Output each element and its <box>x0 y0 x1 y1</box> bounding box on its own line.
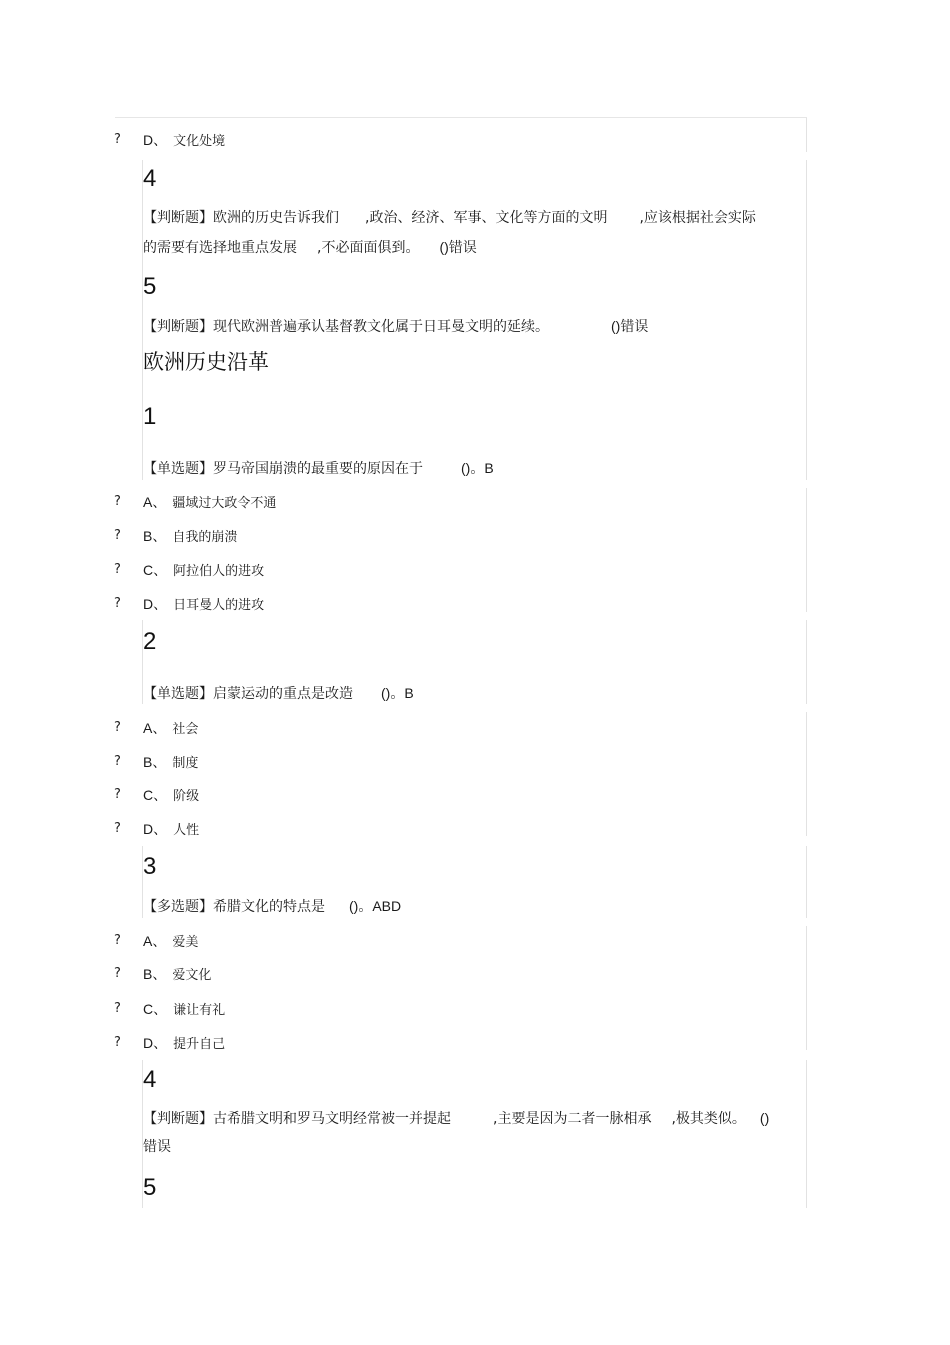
option-text: 疆域过大政令不通 <box>172 496 277 511</box>
list-bullet: ? <box>114 787 121 802</box>
list-bullet: ? <box>114 821 121 836</box>
box-edge <box>806 488 807 612</box>
stem-part: 【判断题】古希腊文明和罗马文明经常被一并提起 <box>143 1111 451 1127</box>
option-text: 人性 <box>173 823 200 838</box>
option-a <box>143 720 198 738</box>
answer: ()。B <box>381 685 414 701</box>
option-text: 提升自己 <box>173 1037 226 1052</box>
stem-part: ,应该根据社会实际 <box>639 210 756 226</box>
option-letter: B、 <box>143 754 167 770</box>
box-edge <box>806 620 807 704</box>
answer: ()错误 <box>611 318 649 334</box>
option-b <box>143 528 237 546</box>
question-number: 3 <box>143 853 157 880</box>
question-stem-cont <box>143 237 477 258</box>
option-b <box>143 754 198 772</box>
option-text: 文化处境 <box>173 134 226 149</box>
stem-part: 【多选题】希腊文化的特点是 <box>143 899 325 915</box>
list-bullet: ? <box>114 754 121 769</box>
stem-part: 【单选题】罗马帝国崩溃的最重要的原因在于 <box>143 461 423 477</box>
option-letter: D、 <box>143 821 168 837</box>
list-bullet: ? <box>114 528 121 543</box>
question-number: 2 <box>143 628 157 655</box>
answer: ()。B <box>461 460 494 476</box>
option-letter: B、 <box>143 966 167 982</box>
option-a <box>143 933 198 951</box>
question-number: 5 <box>143 1174 157 1201</box>
box-edge <box>806 160 807 480</box>
answer: ()。ABD <box>349 898 402 914</box>
option-letter: C、 <box>143 1001 168 1017</box>
option-text: 日耳曼人的进攻 <box>173 598 265 613</box>
stem-part: ,主要是因为二者一脉相承 <box>493 1111 652 1127</box>
question-number: 4 <box>143 1066 157 1093</box>
question-stem <box>143 208 756 228</box>
question-stem <box>143 683 414 704</box>
option-text: 爱文化 <box>172 968 212 983</box>
answer: 错误 <box>143 1139 171 1155</box>
option-b <box>143 966 211 984</box>
stem-part: 【单选题】启蒙运动的重点是改造 <box>143 686 353 702</box>
option-text: 爱美 <box>172 935 199 950</box>
option-letter: B、 <box>143 528 167 544</box>
stem-part: ,不必面面俱到。 <box>317 240 420 256</box>
list-bullet: ? <box>114 596 121 611</box>
question-stem <box>143 1108 769 1129</box>
question-number: 1 <box>143 403 157 430</box>
question-number: 5 <box>143 273 157 300</box>
box-edge <box>806 846 807 918</box>
option-d <box>143 132 225 150</box>
option-text: 制度 <box>172 756 199 771</box>
option-text: 阿拉伯人的进攻 <box>173 564 265 579</box>
stem-part: 【判断题】欧洲的历史告诉我们 <box>143 210 339 226</box>
stem-part: ,极其类似。 <box>671 1111 746 1127</box>
section-title: 欧洲历史沿革 <box>143 350 269 374</box>
option-c <box>143 1001 225 1019</box>
option-letter: A、 <box>143 720 167 736</box>
option-letter: A、 <box>143 494 167 510</box>
option-letter: D、 <box>143 132 168 148</box>
stem-part: 的需要有选择地重点发展 <box>143 240 297 256</box>
option-letter: C、 <box>143 562 168 578</box>
question-stem <box>143 458 494 479</box>
option-text: 社会 <box>172 722 199 737</box>
list-bullet: ? <box>114 1001 121 1016</box>
list-bullet: ? <box>114 966 121 981</box>
option-text: 阶级 <box>173 789 200 804</box>
option-letter: C、 <box>143 787 168 803</box>
option-d <box>143 821 199 839</box>
list-bullet: ? <box>114 494 121 509</box>
stem-part: ,政治、经济、军事、文化等方面的文明 <box>365 210 608 226</box>
question-stem <box>143 316 648 337</box>
option-c <box>143 562 264 580</box>
list-bullet: ? <box>114 933 121 948</box>
option-c <box>143 787 199 805</box>
answer: () <box>759 1110 770 1126</box>
stem-part: 【判断题】现代欧洲普遍承认基督教文化属于日耳曼文明的延续。 <box>143 319 549 335</box>
list-bullet: ? <box>114 132 121 147</box>
answer: ()错误 <box>439 239 477 255</box>
list-bullet: ? <box>114 720 121 735</box>
box-edge <box>806 1060 807 1208</box>
option-d <box>143 1035 225 1053</box>
box-edge <box>806 118 807 152</box>
option-letter: A、 <box>143 933 167 949</box>
question-number: 4 <box>143 165 157 192</box>
top-rule <box>115 117 807 118</box>
option-text: 自我的崩溃 <box>172 530 238 545</box>
box-edge <box>806 926 807 1050</box>
box-edge <box>806 712 807 836</box>
list-bullet: ? <box>114 1035 121 1050</box>
option-d <box>143 596 264 614</box>
option-letter: D、 <box>143 596 168 612</box>
option-text: 谦让有礼 <box>173 1003 226 1018</box>
question-stem <box>143 896 401 917</box>
list-bullet: ? <box>114 562 121 577</box>
option-letter: D、 <box>143 1035 168 1051</box>
option-a <box>143 494 276 512</box>
